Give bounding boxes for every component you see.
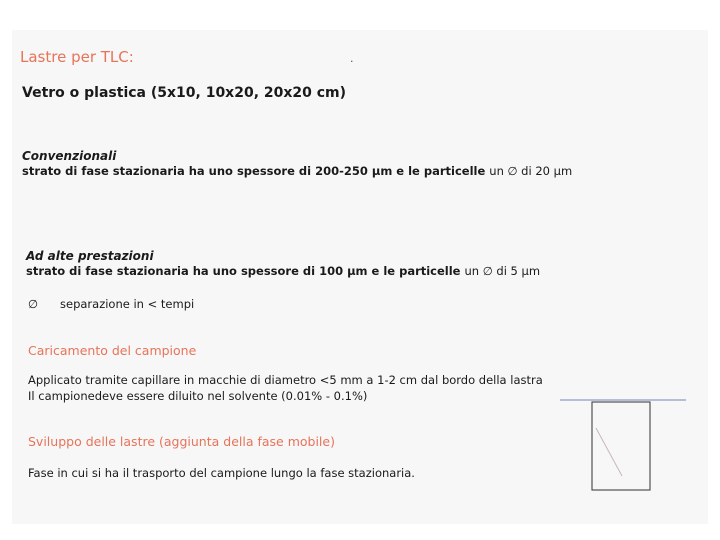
supports-line: Vetro o plastica (5x10, 10x20, 20x20 cm) xyxy=(22,85,347,101)
development-text: Fase in cui si ha il trasporto del campione lungo la fase stazionaria. xyxy=(28,466,415,480)
loading-line-1: Applicato tramite capillare in macchie di diametro <5 mm a 1-2 cm dal bordo della lastra xyxy=(28,373,543,387)
conventional-tail: un ∅ di 20 μm xyxy=(489,164,573,178)
loading-heading: Caricamento del campione xyxy=(28,343,197,358)
separation-note: separazione in < tempi xyxy=(60,297,195,311)
high-performance-text xyxy=(26,264,540,278)
development-heading: Sviluppo delle lastre (aggiunta della fase mobile) xyxy=(28,434,335,449)
high-performance-heading: Ad alte prestazioni xyxy=(26,249,154,263)
conventional-heading: Convenzionali xyxy=(22,149,117,163)
title-dot: . xyxy=(350,52,354,65)
diameter-symbol: ∅ xyxy=(28,297,39,311)
conventional-main: strato di fase stazionaria ha uno spessore di 200-250 μm e le particelle xyxy=(22,164,486,178)
conventional-text xyxy=(22,164,572,178)
chamber-body xyxy=(592,402,650,490)
slide-title: Lastre per TLC: xyxy=(20,48,134,66)
tlc-chamber-sketch xyxy=(560,396,690,496)
high-performance-tail: un ∅ di 5 μm xyxy=(464,264,541,278)
tlc-plate xyxy=(596,428,622,476)
loading-line-2: Il campionedeve essere diluito nel solvente (0.01% - 0.1%) xyxy=(28,389,368,403)
high-performance-main: strato di fase stazionaria ha uno spessore di 100 μm e le particelle xyxy=(26,264,461,278)
